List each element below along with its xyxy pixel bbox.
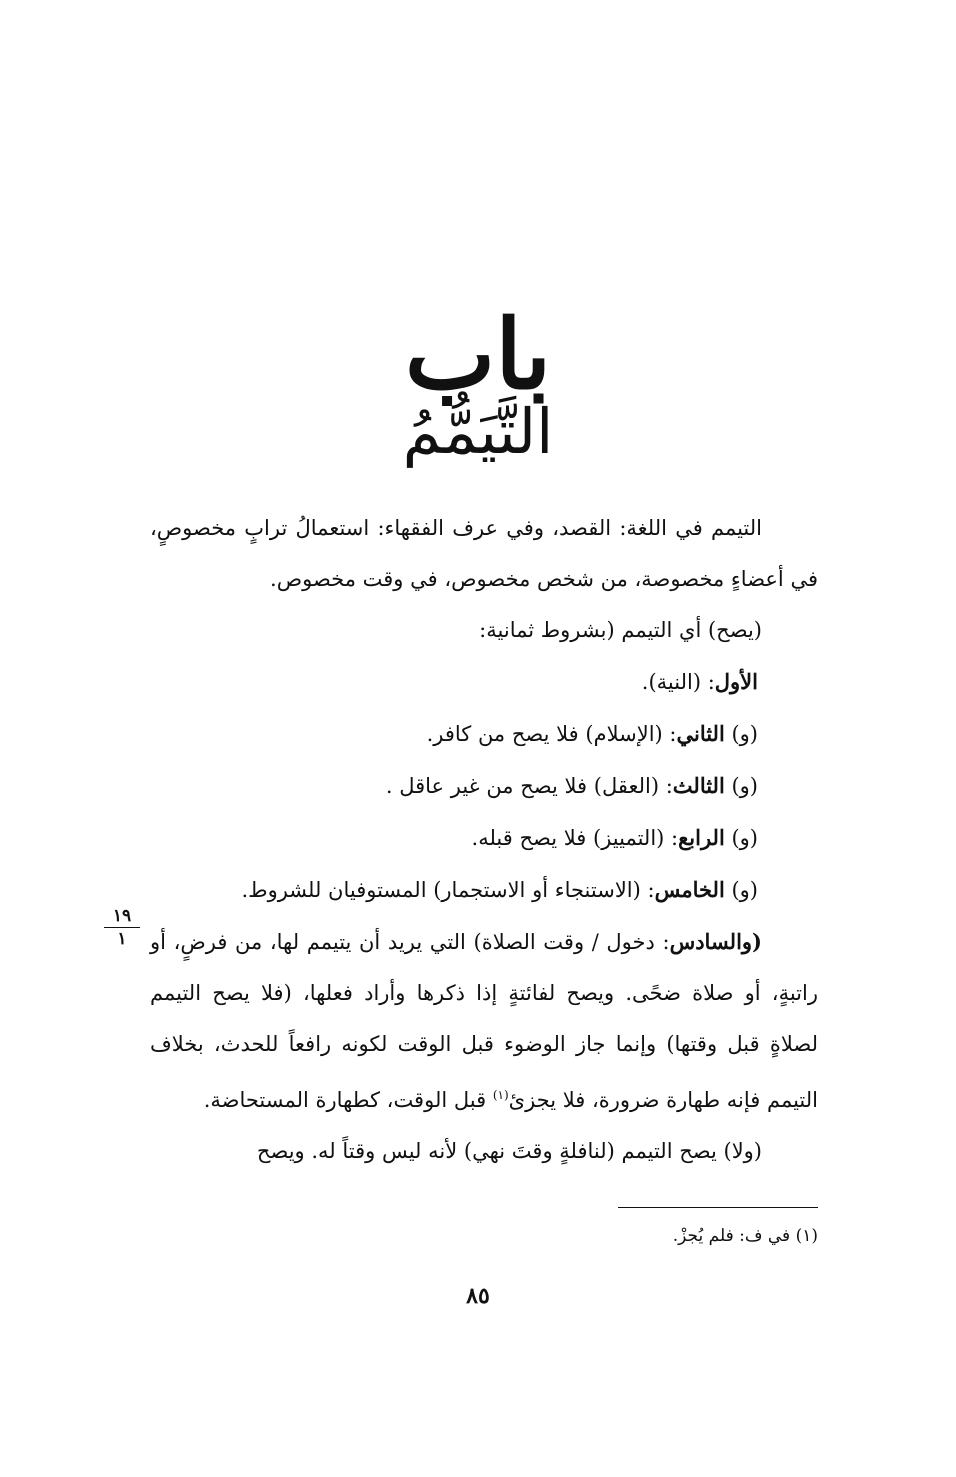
intro-paragraph: التيمم في اللغة: القصد، وفي عرف الفقهاء: استعمالُ ترابٍ مخصوصٍ، في أعضاءٍ مخصوصة، من شخص مخصوص، في وقت مخصوص. — [150, 516, 818, 591]
condition-label: الثالث — [672, 773, 725, 798]
footnote: (١) في ف: فلم يُجزْ. — [672, 1226, 818, 1246]
footnote-reference: (١) — [492, 1088, 509, 1102]
condition-text: : (النية). — [641, 670, 715, 694]
condition-label: الرابع — [678, 825, 725, 850]
chapter-title: التَّيَمُّمُ — [402, 395, 554, 468]
sixth-text: : دخول / وقت الصلاة) التي يريد أن يتيمم لها، من فرضٍ، أو راتبةٍ، أو صلاة ضحًى. ويصح لفائتةٍ إذا ذكرها وأراد فعلها، (فلا يصح التيمم لصلاةٍ قبل وقتها) وإنما جاز الوضوء قبل الوقت لكونه رافعاً للحدث، بخلاف التيمم فإنه طهارة ضرورة، فلا يجزئ — [150, 930, 818, 1112]
folio-number: ١٩ — [104, 906, 140, 928]
sixth-condition-paragraph — [150, 916, 818, 1126]
condition-text: : (التمييز) فلا يصح قبله. — [471, 826, 679, 850]
manuscript-folio-marker — [104, 906, 140, 949]
condition-label: الثاني — [676, 721, 725, 746]
condition-prefix: (و) — [724, 878, 758, 902]
condition-text: : (الاستنجاء أو الاستجمار) المستوفيان للشروط. — [241, 878, 655, 902]
condition-text: : (الإسلام) فلا يصح من كافر. — [426, 722, 677, 746]
condition-label: الأول — [714, 669, 758, 694]
condition-label: الخامس — [654, 877, 725, 902]
condition-text: : (العقل) فلا يصح من غير عاقل . — [385, 774, 673, 798]
sixth-text-end: قبل الوقت، كطهارة المستحاضة. — [203, 1088, 493, 1112]
condition-item — [150, 812, 818, 864]
conditions-lead: (يصح) أي التيمم (بشروط ثمانية: — [479, 618, 762, 642]
condition-item — [150, 864, 818, 916]
condition-item — [150, 656, 818, 708]
condition-prefix: (و) — [724, 722, 758, 746]
condition-item — [150, 760, 818, 812]
condition-prefix: (و) — [724, 826, 758, 850]
condition-item — [150, 708, 818, 760]
sixth-label: (والسادس — [669, 929, 762, 954]
chapter-heading-word: باب — [404, 298, 552, 411]
page-number: ٨٥ — [466, 1283, 490, 1309]
body-text — [150, 503, 818, 1177]
footnote-divider — [618, 1207, 818, 1208]
final-paragraph: (ولا) يصح التيمم (لنافلةٍ وقتَ نهي) لأنه ليس وقتاً له. ويصح — [256, 1139, 762, 1163]
condition-prefix: (و) — [724, 774, 758, 798]
folio-side: ١ — [117, 929, 127, 949]
